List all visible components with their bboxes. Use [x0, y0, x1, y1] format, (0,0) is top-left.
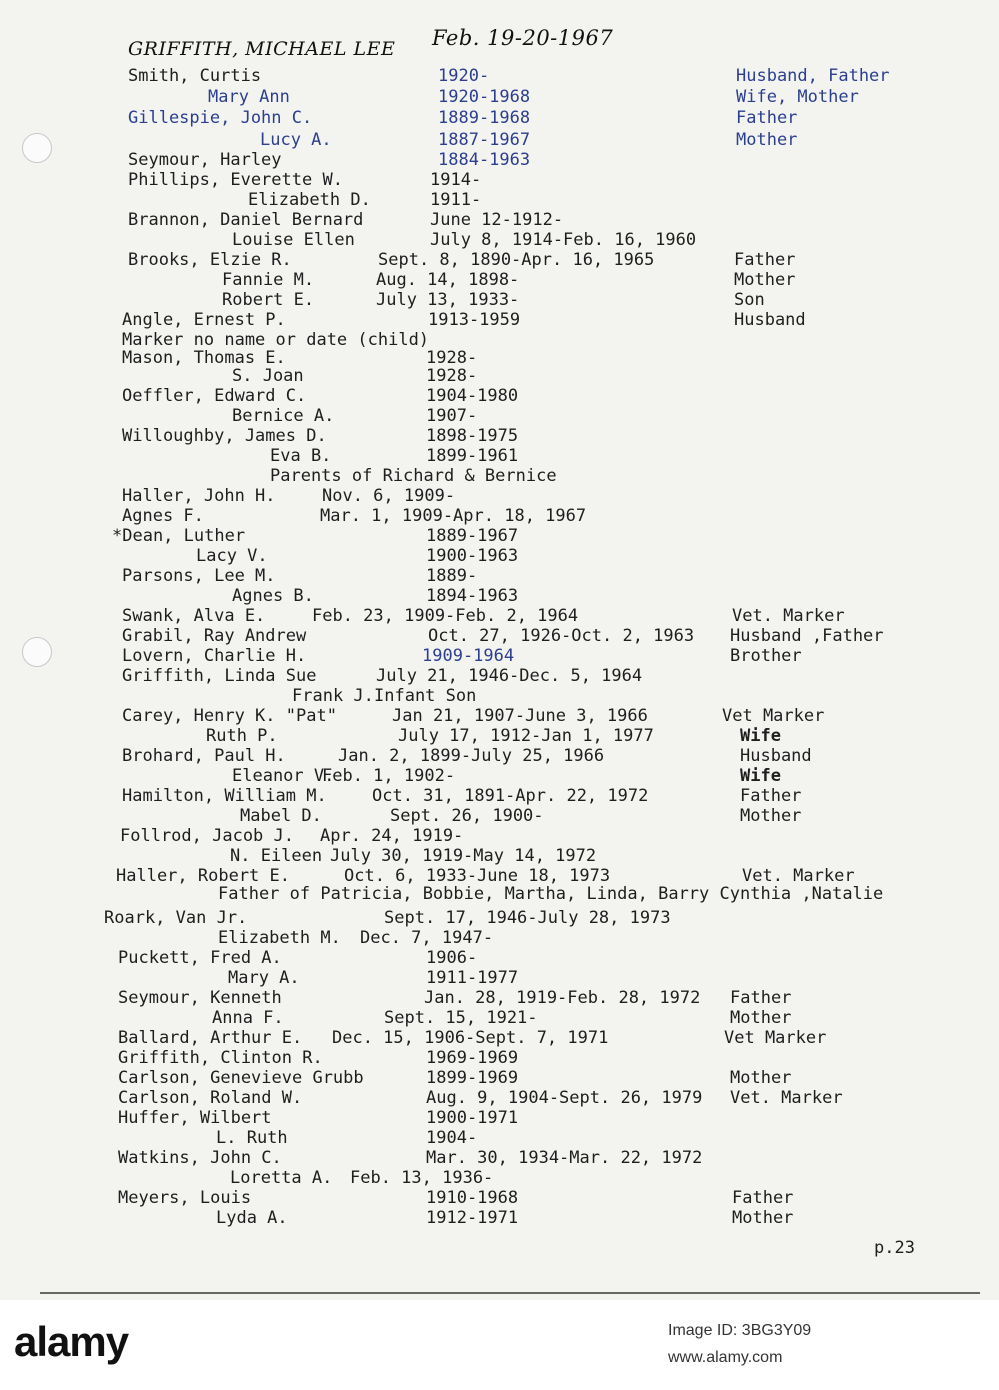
entry-dates: Feb. 1, 1902-: [322, 766, 456, 786]
entry-name: Brooks, Elzie R.: [128, 250, 292, 270]
entry-name: Watkins, John C.: [118, 1148, 282, 1168]
list-item: [0, 1168, 999, 1188]
list-item: [0, 806, 999, 826]
entry-name: Elizabeth M.: [218, 928, 341, 948]
list-item: [0, 210, 999, 230]
list-item: [0, 87, 999, 107]
entry-dates: Mar. 1, 1909-Apr. 18, 1967: [320, 506, 587, 526]
list-item: [0, 746, 999, 766]
list-item: [0, 526, 999, 546]
list-item: [0, 726, 999, 746]
entry-dates: 1887-1967: [438, 130, 531, 150]
entry-dates: July 13, 1933-: [376, 290, 520, 310]
list-item: [0, 446, 999, 466]
entry-note: Brother: [730, 646, 802, 666]
entry-dates: 1914-: [430, 170, 482, 190]
list-item: [0, 426, 999, 446]
entry-dates: 1907-: [426, 406, 478, 426]
entry-dates: Dec. 7, 1947-: [360, 928, 494, 948]
entry-name: Bernice A.: [232, 406, 335, 426]
entry-name: Huffer, Wilbert: [118, 1108, 272, 1128]
entry-dates: 1904-: [426, 1128, 478, 1148]
entry-name: Angle, Ernest P.: [122, 310, 286, 330]
entry-name: Brohard, Paul H.: [122, 746, 286, 766]
entry-note: Mother: [732, 1208, 794, 1228]
list-item: [0, 366, 999, 386]
entry-note: Husband: [740, 746, 812, 766]
list-item: [0, 826, 999, 846]
list-item: [0, 1068, 999, 1088]
entry-note: Vet Marker: [722, 706, 825, 726]
entry-name: Parsons, Lee M.: [122, 566, 276, 586]
entry-note: Mother: [740, 806, 802, 826]
entry-name: Grabil, Ray Andrew: [122, 626, 307, 646]
entry-note: Husband, Father: [736, 66, 890, 86]
entry-name: Oeffler, Edward C.: [122, 386, 307, 406]
entry-name: Father of Patricia, Bobbie, Martha, Linda, Barry Cynthia ,Natalie: [218, 884, 884, 904]
entry-name: Fannie M.: [222, 270, 315, 290]
site-url: www.alamy.com: [668, 1349, 783, 1366]
list-item: [0, 766, 999, 786]
divider: [40, 1292, 980, 1294]
entry-dates: 1928-: [426, 366, 478, 386]
entry-name: Mary A.: [228, 968, 300, 988]
entry-note: Father: [730, 988, 792, 1008]
list-item: [0, 786, 999, 806]
list-item: [0, 968, 999, 988]
list-item: [0, 928, 999, 948]
list-item: [0, 884, 999, 904]
list-item: [0, 666, 999, 686]
entry-note: Vet. Marker: [732, 606, 845, 626]
list-item: [0, 386, 999, 406]
list-item: [0, 130, 999, 150]
entry-dates: 1906-: [426, 948, 478, 968]
entry-name: Agnes B.: [232, 586, 314, 606]
entry-note: Son: [734, 290, 765, 310]
entry-note: Mother: [730, 1068, 792, 1088]
entry-name: Phillips, Everette W.: [128, 170, 343, 190]
entry-dates: Sept. 26, 1900-: [390, 806, 544, 826]
entry-dates: Nov. 6, 1909-: [322, 486, 456, 506]
list-item: [0, 150, 999, 170]
entry-dates: July 30, 1919-May 14, 1972: [330, 846, 597, 866]
entry-name: L. Ruth: [216, 1128, 288, 1148]
entry-note: Father: [740, 786, 802, 806]
entry-name: Frank J.: [292, 686, 374, 706]
entry-name: Griffith, Clinton R.: [118, 1048, 323, 1068]
entry-dates: Jan. 28, 1919-Feb. 28, 1972: [424, 988, 701, 1008]
entry-dates: Apr. 24, 1919-: [320, 826, 464, 846]
list-item: [0, 506, 999, 526]
entry-note: Wife: [740, 726, 781, 746]
handwritten-date: Feb. 19-20-1967: [432, 26, 614, 50]
entry-name: Lucy A.: [260, 130, 332, 150]
entry-dates: 1969-1969: [426, 1048, 519, 1068]
entry-name: Agnes F.: [122, 506, 204, 526]
entry-name: N. Eileen: [230, 846, 323, 866]
entry-dates: 1911-: [430, 190, 482, 210]
entry-dates: 1920-: [438, 66, 490, 86]
entry-note: Father: [736, 108, 798, 128]
entry-dates: Mar. 30, 1934-Mar. 22, 1972: [426, 1148, 703, 1168]
entry-note: Wife: [740, 766, 781, 786]
entry-dates: Dec. 15, 1906-Sept. 7, 1971: [332, 1028, 609, 1048]
entry-name: Anna F.: [212, 1008, 284, 1028]
list-item: [0, 348, 999, 368]
list-item: [0, 190, 999, 210]
entry-name: Ruth P.: [206, 726, 278, 746]
list-item: [0, 566, 999, 586]
entry-dates: 1898-1975: [426, 426, 519, 446]
entry-name: Robert E.: [222, 290, 315, 310]
entry-name: Eleanor V.: [232, 766, 335, 786]
entry-name: Carlson, Roland W.: [118, 1088, 303, 1108]
entry-name: Roark, Van Jr.: [104, 908, 248, 928]
list-item: [0, 1008, 999, 1028]
entry-name: Meyers, Louis: [118, 1188, 252, 1208]
list-item: [0, 1128, 999, 1148]
list-item: [0, 1088, 999, 1108]
list-item: [0, 646, 999, 666]
handwritten-name: GRIFFITH, MICHAEL LEE: [128, 38, 396, 60]
list-item: [0, 1188, 999, 1208]
entry-dates: 1911-1977: [426, 968, 519, 988]
entry-dates: 1889-1967: [426, 526, 519, 546]
entry-dates: 1928-: [426, 348, 478, 368]
entry-name: Swank, Alva E.: [122, 606, 266, 626]
entry-name: Willoughby, James D.: [122, 426, 327, 446]
entry-dates: Oct. 27, 1926-Oct. 2, 1963: [428, 626, 695, 646]
entry-dates: Jan 21, 1907-June 3, 1966: [392, 706, 648, 726]
entry-dates: Feb. 13, 1936-: [350, 1168, 494, 1188]
list-item: [0, 988, 999, 1008]
list-item: [0, 706, 999, 726]
entry-note: Mother: [736, 130, 798, 150]
entry-name: Loretta A.: [230, 1168, 333, 1188]
list-item: [0, 330, 999, 350]
list-item: [0, 908, 999, 928]
stock-footer: [0, 1300, 999, 1390]
entry-dates: Aug. 9, 1904-Sept. 26, 1979: [426, 1088, 703, 1108]
entry-dates: Sept. 15, 1921-: [384, 1008, 538, 1028]
alamy-logo: alamy: [14, 1318, 129, 1365]
list-item: [0, 1028, 999, 1048]
entry-dates: Sept. 8, 1890-Apr. 16, 1965: [378, 250, 655, 270]
entry-name: Eva B.: [270, 446, 332, 466]
list-item: [0, 586, 999, 606]
entry-note: Vet Marker: [724, 1028, 827, 1048]
entry-note: Husband: [734, 310, 806, 330]
entry-dates: 1889-: [426, 566, 478, 586]
entry-dates: Infant Son: [374, 686, 477, 706]
entry-name: Mary Ann: [208, 87, 290, 107]
entry-dates: Aug. 14, 1898-: [376, 270, 520, 290]
entry-note: Vet. Marker: [730, 1088, 843, 1108]
entry-dates: Feb. 23, 1909-Feb. 2, 1964: [312, 606, 579, 626]
entry-dates: 1894-1963: [426, 586, 519, 606]
list-item: [0, 606, 999, 626]
list-item: [0, 686, 999, 706]
entry-dates: 1909-1964: [422, 646, 515, 666]
entry-name: Carlson, Genevieve Grubb: [118, 1068, 364, 1088]
entry-name: Lyda A.: [216, 1208, 288, 1228]
entry-dates: Jan. 2, 1899-July 25, 1966: [338, 746, 605, 766]
list-item: [0, 626, 999, 646]
entry-name: Mabel D.: [240, 806, 322, 826]
entry-dates: Oct. 6, 1933-June 18, 1973: [344, 866, 611, 886]
entry-name: Hamilton, William M.: [122, 786, 327, 806]
entry-name: Seymour, Harley: [128, 150, 282, 170]
entry-dates: July 8, 1914-Feb. 16, 1960: [430, 230, 697, 250]
list-item: [0, 66, 999, 86]
entry-name: Haller, John H.: [122, 486, 276, 506]
entry-note: Mother: [730, 1008, 792, 1028]
list-item: [0, 170, 999, 190]
list-item: [0, 546, 999, 566]
page-number: p.23: [874, 1238, 915, 1258]
list-item: [0, 230, 999, 250]
entry-note: Father: [734, 250, 796, 270]
list-item: [0, 250, 999, 270]
entry-name: Louise Ellen: [232, 230, 355, 250]
entry-name: *Dean, Luther: [112, 526, 246, 546]
entry-dates: 1904-1980: [426, 386, 519, 406]
entry-dates: 1912-1971: [426, 1208, 519, 1228]
list-item: [0, 1148, 999, 1168]
entry-name: Lacy V.: [196, 546, 268, 566]
list-item: [0, 486, 999, 506]
entry-dates: 1900-1963: [426, 546, 519, 566]
entry-dates: Oct. 31, 1891-Apr. 22, 1972: [372, 786, 649, 806]
entry-note: Mother: [734, 270, 796, 290]
list-item: [0, 846, 999, 866]
entry-note: Husband ,Father: [730, 626, 884, 646]
entry-name: S. Joan: [232, 366, 304, 386]
list-item: [0, 290, 999, 310]
list-item: [0, 866, 999, 886]
entry-dates: 1899-1969: [426, 1068, 519, 1088]
entry-name: Follrod, Jacob J.: [120, 826, 294, 846]
entry-name: Parents of Richard & Bernice: [270, 466, 557, 486]
list-item: [0, 310, 999, 330]
list-item: [0, 948, 999, 968]
entry-name: Elizabeth D.: [248, 190, 371, 210]
entry-dates: 1899-1961: [426, 446, 519, 466]
entry-dates: July 17, 1912-Jan 1, 1977: [398, 726, 654, 746]
entry-dates: 1889-1968: [438, 108, 531, 128]
entry-name: Gillespie, John C.: [128, 108, 313, 128]
entry-name: Marker no name or date (child): [122, 330, 430, 350]
entry-name: Ballard, Arthur E.: [118, 1028, 303, 1048]
entry-dates: July 21, 1946-Dec. 5, 1964: [376, 666, 643, 686]
entry-dates: 1910-1968: [426, 1188, 519, 1208]
entry-dates: 1920-1968: [438, 87, 531, 107]
list-item: [0, 466, 999, 486]
list-item: [0, 406, 999, 426]
entry-name: Smith, Curtis: [128, 66, 262, 86]
image-id: Image ID: 3BG3Y09: [668, 1322, 812, 1339]
entry-dates: 1884-1963: [438, 150, 531, 170]
entry-name: Puckett, Fred A.: [118, 948, 282, 968]
entry-name: Carey, Henry K. "Pat": [122, 706, 337, 726]
entry-dates: June 12-1912-: [430, 210, 564, 230]
entry-name: Brannon, Daniel Bernard: [128, 210, 364, 230]
entry-note: Father: [732, 1188, 794, 1208]
entry-dates: Sept. 17, 1946-July 28, 1973: [384, 908, 671, 928]
entry-name: Seymour, Kenneth: [118, 988, 282, 1008]
entry-note: Wife, Mother: [736, 87, 859, 107]
entry-dates: 1900-1971: [426, 1108, 519, 1128]
list-item: [0, 1208, 999, 1228]
list-item: [0, 108, 999, 128]
entry-name: Lovern, Charlie H.: [122, 646, 307, 666]
list-item: [0, 1048, 999, 1068]
entry-dates: 1913-1959: [428, 310, 521, 330]
list-item: [0, 270, 999, 290]
entry-note: Vet. Marker: [742, 866, 855, 886]
list-item: [0, 1108, 999, 1128]
entry-name: Griffith, Linda Sue: [122, 666, 317, 686]
entry-name: Haller, Robert E.: [116, 866, 290, 886]
entry-name: Mason, Thomas E.: [122, 348, 286, 368]
